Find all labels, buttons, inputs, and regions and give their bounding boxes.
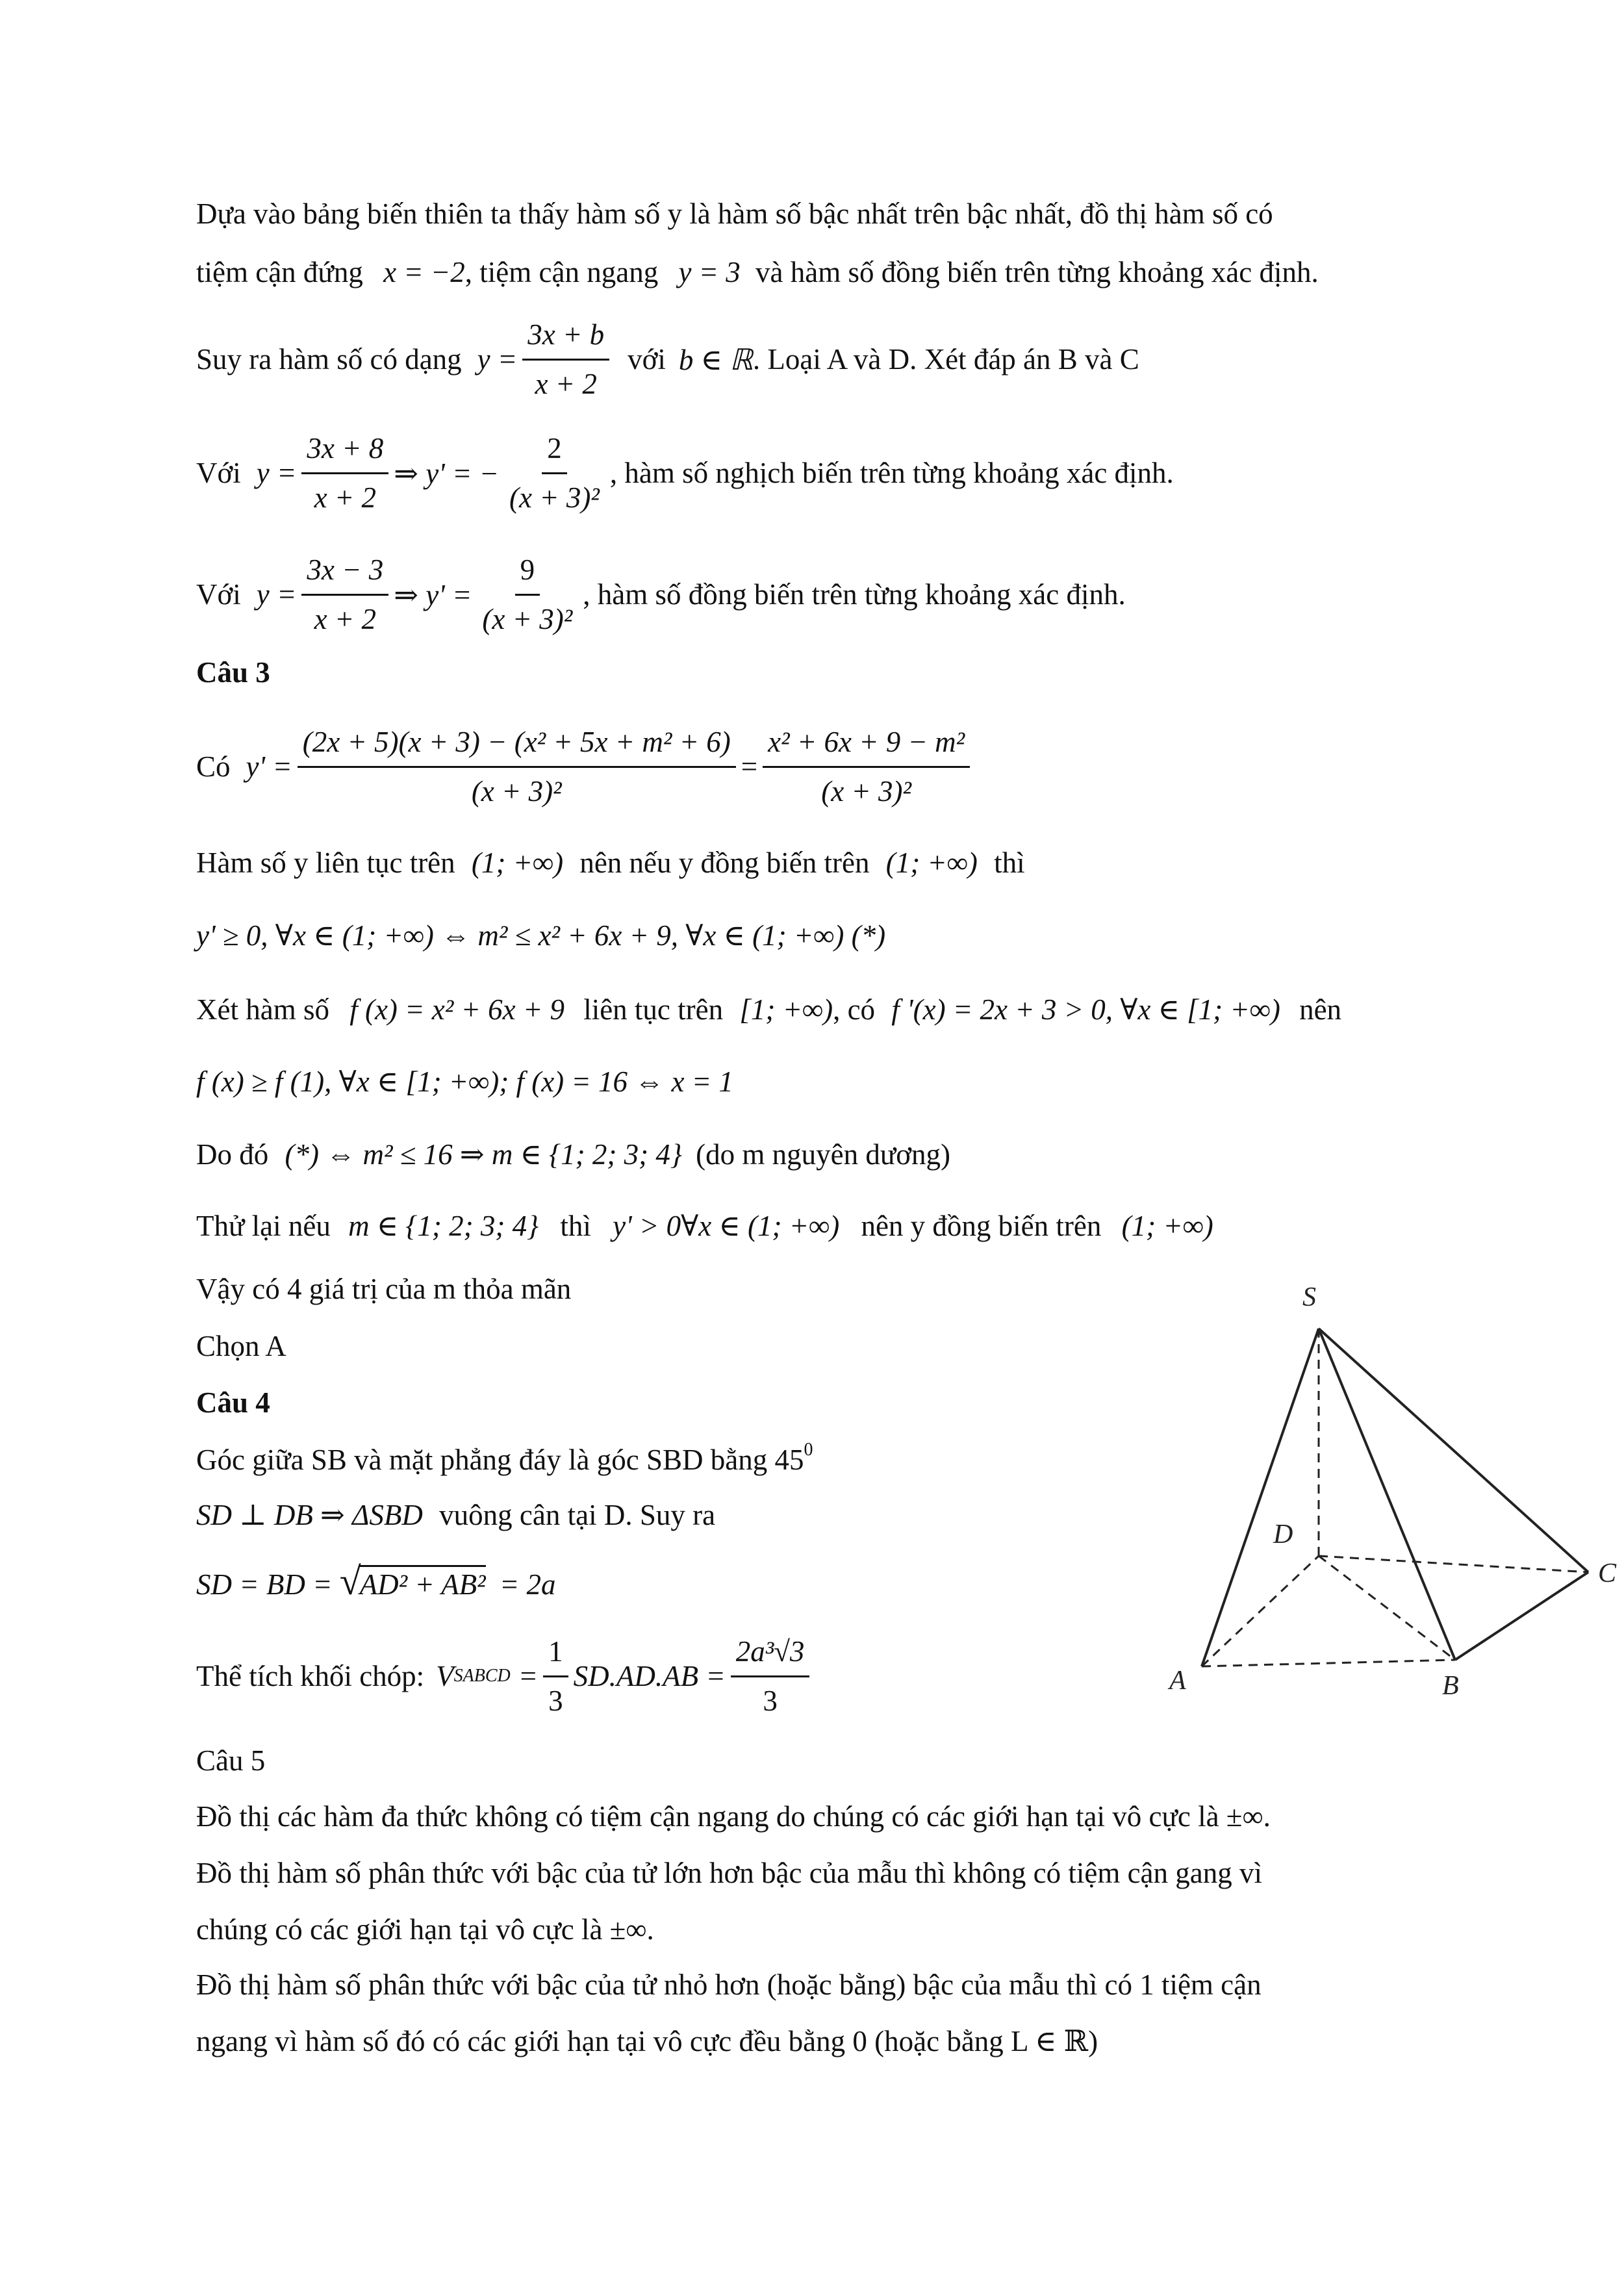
edge-DC [1319,1556,1588,1572]
fraction: $\frac{\text{x² + 6x + 9 − m²}}{\text{(x + 3)²}}$ [763,724,970,809]
label-S: S [1302,1282,1316,1312]
edge-BC [1455,1572,1588,1660]
fraction: $\frac{\text{(2x + 5)(x + 3) − (x² + 5x + m² + 6)}}{\text{(x + 3)²}}$ [298,724,736,809]
text-line: Xét hàm số f (x) = x² + 6x + 9 liên tục trên [1; +∞), có f '(x) = 2x + 3 > 0, ∀x ∈ [1; +∞) nên [196,993,1342,1026]
text-line: Dựa vào bảng biến thiên ta thấy hàm số y là hàm số bậc nhất trên bậc nhất, đồ thị hàm số có [196,197,1273,230]
edge-AB [1202,1660,1455,1666]
edge-SB [1319,1329,1455,1660]
math-line: SD = BD = √AD² + AB² = 2a [196,1560,556,1603]
text-line: Đồ thị hàm số phân thức với bậc của tử nhỏ hơn (hoặc bằng) bậc của mẫu thì có 1 tiệm cận [196,1968,1262,2001]
fraction: $\frac{9}{\text{(x + 3)²}}$ [477,552,577,637]
text-line: Đồ thị hàm số phân thức với bậc của tử lớn hơn bậc của mẫu thì không có tiệm cận gang vì [196,1857,1263,1889]
math-line: Thể tích khối chóp: V SABCD = $\frac{1}{3}$ SD.AD.AB = $\frac{\text{2a³√3}}{3}$ [196,1624,815,1728]
math-line: f (x) ≥ f (1), ∀x ∈ [1; +∞); f (x) = 16 ⇔ x = 1 [196,1065,733,1098]
text-line: Chọn A [196,1330,286,1362]
edge-SA [1202,1329,1319,1666]
text-line: Đồ thị các hàm đa thức không có tiệm cận ngang do chúng có các giới hạn tại vô cực là ±∞. [196,1800,1271,1833]
edge-AD [1202,1556,1319,1666]
text-line: chúng có các giới hạn tại vô cực là ±∞. [196,1913,654,1946]
section-heading: Câu 5 [196,1744,266,1777]
text-line: tiệm cận đứng x = −2, tiệm cận ngang y = 3 và hàm số đồng biến trên từng khoảng xác định. [196,256,1319,288]
text-line: SD ⊥ DB ⇒ ΔSBD vuông cân tại D. Suy ra [196,1499,716,1531]
math-line: Với y = $\frac{3x - 3}{x + 2}$ ⇒ y' = $\frac{9}{\text{(x + 3)²}}$ , hàm số đồng biến trên từng khoảng xác định. [196,539,1126,650]
math-line: Có y' = $\frac{\text{(2x + 5)(x + 3) − (x² + 5x + m² + 6)}}{\text{(x + 3)²}}$ = $\frac{\text{x² + 6x + 9 − m²}}{\text{(x + 3)²}}$ [196,708,975,825]
pyramid-figure [1156,1273,1624,1715]
label-C: C [1598,1559,1617,1588]
text-line: Vậy có 4 giá trị của m thỏa mãn [196,1273,572,1305]
section-heading: Câu 4 [196,1386,270,1419]
fraction: $\frac{1}{3}$ [543,1633,568,1719]
label-B: B [1442,1671,1459,1701]
text-line: Do đó (*) ⇔ m² ≤ 16 ⇒ m ∈ {1; 2; 3; 4} (do m nguyên dương) [196,1138,951,1171]
edge-SC [1319,1329,1588,1572]
math-line: Suy ra hàm số có dạng y = $\frac{3x + b}{x + 2}$ với b ∈ ℝ . Loại A và D. Xét đáp án B và C [196,311,1139,408]
text-line: ngang vì hàm số đó có các giới hạn tại vô cực đều bằng 0 (hoặc bằng L ∈ ℝ) [196,2025,1098,2057]
text-line: Góc giữa SB và mặt phẳng đáy là góc SBD bằng $45^0$ [196,1440,813,1476]
math-line: y' ≥ 0, ∀x ∈ (1; +∞) ⇔ m² ≤ x² + 6x + 9, ∀x ∈ (1; +∞) (*) [196,919,886,952]
label-D: D [1273,1520,1293,1549]
text-line: Thử lại nếu m ∈ {1; 2; 3; 4} thì y' > 0∀x ∈ (1; +∞) nên y đồng biến trên (1; +∞) [196,1210,1213,1242]
label-A: A [1169,1666,1186,1696]
math-line: Với y = $\frac{3x + 8}{x + 2}$ ⇒ y' = − $\frac{2}{\text{(x + 3)²}}$ , hàm số nghịch biến trên từng khoảng xác định. [196,418,1174,528]
fraction: $\frac{3x + b}{x + 2}$ [522,316,609,402]
fraction: $\frac{3x - 3}{x + 2}$ [301,552,388,637]
fraction: $\frac{3x + 8}{x + 2}$ [301,430,388,516]
text-line: Hàm số y liên tục trên (1; +∞) nên nếu y đồng biến trên (1; +∞) thì [196,847,1025,879]
section-heading: Câu 3 [196,656,270,689]
fraction: $\frac{2}{\text{(x + 3)²}}$ [504,430,605,516]
fraction: $\frac{\text{2a³√3}}{3}$ [731,1633,810,1719]
